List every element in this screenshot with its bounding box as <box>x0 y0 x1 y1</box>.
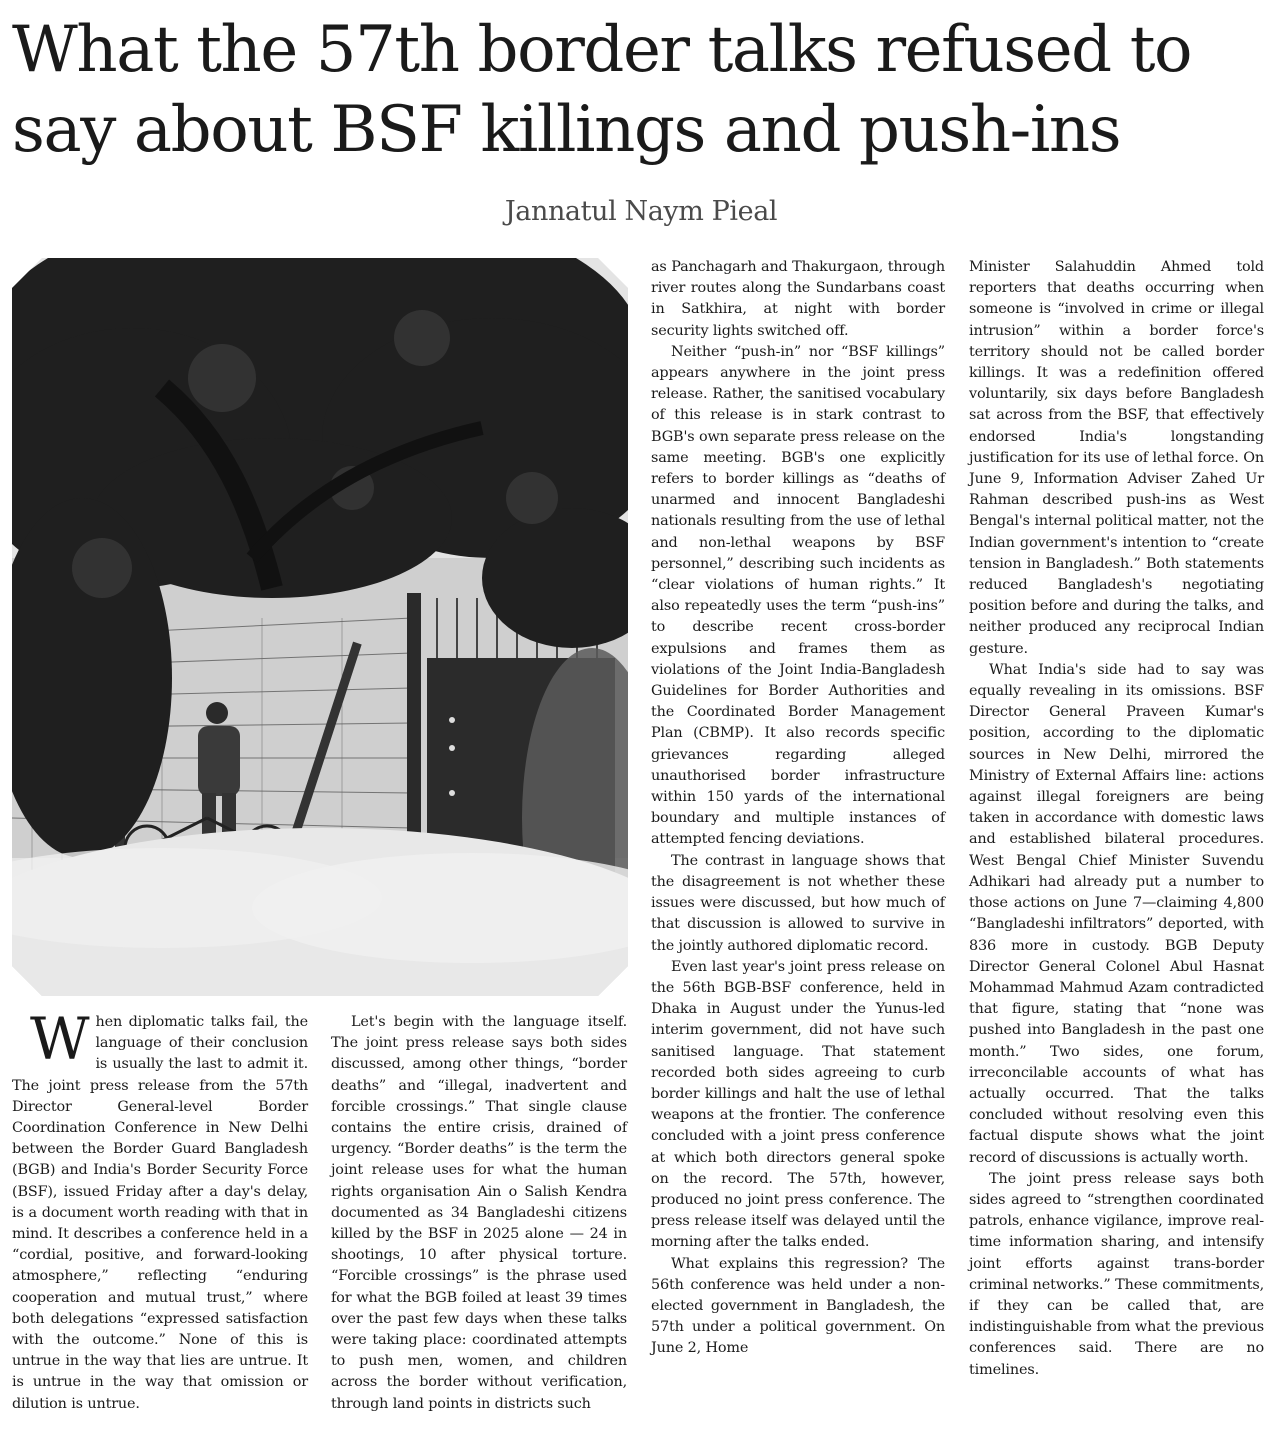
byline: Jannatul Naym Pieal <box>504 196 778 227</box>
paragraph-2: Let's begin with the language itself. The joint press release says both sides discussed, among other things, “border deaths” and “illegal, inadvertent and forcible crossings.” That single clause contains the entire crisis, drained of urgency. “Border deaths” is the term the joint release uses for what the human rights organisation Ain o Salish Kendra documented as 34 Bangladeshi citizens killed by the BSF in 2025 alone — 24 in shootings, 10 after physical torture. “Forcible crossings” is the phrase used for what the BGB foiled at least 39 times over the past few days when these talks were taking place: coordinated attempts to push men, women, and children across the border without verification, through land points in districts such <box>331 1014 627 1412</box>
paragraph-1-text: hen diplomatic talks fail, the language of their conclusion is usually the last to admit it. The joint press release from the 57th Director General-level Border Coordination Conference in New Delhi between the Border Guard Bangladesh (BGB) and India's Border Security Force (BSF), issued Friday after a day's delay, is a document worth reading with that in mind. It describes a conference held in a “cordial, positive, and forward-looking atmosphere,” reflecting “enduring cooperation and mutual trust,” where both delegations “expressed satisfaction with the outcome.” None of this is untrue in the way that lies are untrue. It is untrue in the way that omission or dilution is untrue. <box>12 1014 308 1412</box>
paragraph-2-continued: as Panchagarh and Thakurgaon, through river routes along the Sundarbans coast in Satkhira, at night with border security lights switched off. <box>651 259 945 339</box>
paragraph-5: Even last year's joint press release on the 56th BGB-BSF conference, held in Dhaka in August under the Yunus-led interim government, did not have such sanitised language. That statement recorded both sides agreeing to curb border killings and halt the use of lethal weapons at the frontier. The conference concluded with a joint press conference at which both directors general spoke on the record. The 57th, however, produced no joint press conference. The press release itself was delayed until the morning after the talks ended. <box>651 958 945 1251</box>
paragraph-6-continued: Minister Salahuddin Ahmed told reporters that deaths occurring when someone is “involved in crime or illegal intrusion” within a border force's territory should not be called border killings. It was a redefinition offered voluntarily, six days before Bangladesh sat across from the BSF, that effectively endorsed India's longstanding justification for its use of lethal force. On June 9, Information Adviser Zahed Ur Rahman described push-ins as West Bengal's internal political matter, not the Indian government's intention to “create tension in Bangladesh.” Both statements reduced Bangladesh's negotiating position before and during the talks, and neither produced any reciprocal Indian gesture. <box>969 259 1264 657</box>
paragraph-8: The joint press release says both sides agreed to “strengthen coordinated patrols, enhance vigilance, improve real-time information sharing, and intensify joint efforts against trans-border criminal networks.” These commitments, if they can be called that, are indistinguishable from what the previous conferences said. There are no timelines. <box>969 1170 1264 1378</box>
paragraph-1 <box>12 1005 308 1415</box>
border-fence-photo <box>12 258 628 996</box>
paragraph-4: The contrast in language shows that the disagreement is not whether these issues were discussed, but how much of that discussion is allowed to survive in the jointly authored diplomatic record. <box>651 852 945 954</box>
paragraph-6: What explains this regression? The 56th conference was held under a non-elected government in Bangladesh, the 57th under a political government. On June 2, Home <box>651 1255 945 1357</box>
headline-line-1: What the 57th border talks refused to <box>12 13 1192 87</box>
paragraph-3: Neither “push-in” nor “BSF killings” appears anywhere in the joint press release. Rather, the sanitised vocabulary of this release is in stark contrast to BGB's own separate press release on the same meeting. BGB's one explicitly refers to border killings as “deaths of unarmed and innocent Bangladeshi nationals resulting from the use of lethal and non-lethal weapons by BSF personnel,” describing such incidents as “clear violations of human rights.” It also repeatedly uses the term “push-ins” to describe recent cross-border expulsions and frames them as violations of the Joint India-Bangladesh Guidelines for Border Authorities and the Coordinated Border Management Plan (CBMP). It also records specific grievances regarding alleged unauthorised border infrastructure within 150 yards of the international boundary and multiple instances of attempted fencing deviations. <box>651 343 945 848</box>
headline-line-2: say about BSF killings and push-ins <box>12 93 1121 167</box>
column-1 <box>12 1005 308 1415</box>
headline <box>12 10 1274 170</box>
column-4 <box>969 257 1264 1381</box>
column-3 <box>651 257 945 1360</box>
drop-cap: W <box>30 1005 90 1073</box>
column-2 <box>331 1012 627 1415</box>
paragraph-7: What India's side had to say was equally revealing in its omissions. BSF Director General Praveen Kumar's position, according to the diplomatic sources in New Delhi, mirrored the Ministry of External Affairs line: actions against illegal foreigners are being taken in accordance with domestic laws and established bilateral procedures. West Bengal Chief Minister Suvendu Adhikari had already put a number to those actions on June 7—claiming 4,800 “Bangladeshi infiltrators” deported, with 836 more in custody. BGB Deputy Director General Colonel Abul Hasnat Mohammad Mahmud Azam contradicted that figure, stating that “none was pushed into Bangladesh in the past one month.” Two sides, one forum, irreconcilable accounts of what has actually occurred. That the talks concluded without resolving even this factual dispute shows what the joint record of discussions is actually worth. <box>969 661 1264 1166</box>
